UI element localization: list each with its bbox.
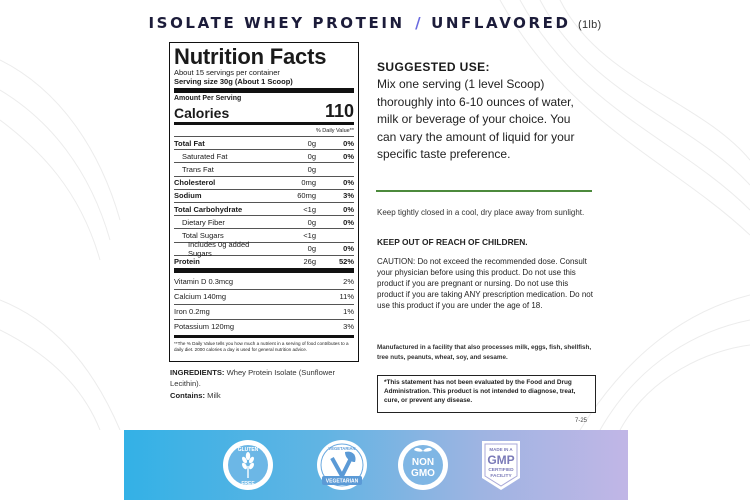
nutrition-facts-panel bbox=[169, 42, 359, 362]
nutrient-row bbox=[174, 162, 354, 175]
nutrient-name: Includes 0g added Sugars bbox=[188, 239, 250, 258]
serving-size: Serving size 30g (About 1 Scoop) bbox=[174, 77, 293, 86]
vitamin-dv: 11% bbox=[339, 292, 354, 302]
certification-badge-strip bbox=[124, 430, 628, 500]
allergen-statement bbox=[170, 391, 221, 400]
daily-value-header: % Daily Value** bbox=[315, 128, 354, 134]
nutrient-amount: 0mg bbox=[301, 178, 316, 188]
vitamin-name: Calcium 140mg bbox=[174, 292, 227, 302]
nutrient-dv: 0% bbox=[343, 178, 354, 188]
vitamin-name: Vitamin D 0.3mcg bbox=[174, 276, 234, 286]
ingredients-text: Whey Protein Isolate (Sunflower Lecithin). bbox=[170, 368, 336, 388]
contains-text: Milk bbox=[207, 391, 221, 400]
green-divider bbox=[376, 190, 592, 192]
nutrient-amount: 0g bbox=[307, 138, 316, 148]
nutrient-row bbox=[174, 149, 354, 162]
calories-value: 110 bbox=[324, 101, 354, 121]
non-gmo-badge bbox=[396, 438, 450, 492]
product-name: ISOLATE WHEY PROTEIN bbox=[148, 14, 405, 32]
vitamin-dv: 3% bbox=[343, 322, 354, 332]
fda-disclaimer-box: *This statement has not been evaluated by the Food and Drug Administration. This product is not intended to diagnose, treat, cure, or prevent any disease. bbox=[377, 375, 596, 413]
keep-out-warning: KEEP OUT OF REACH OF CHILDREN. bbox=[377, 237, 528, 247]
vitamin-row bbox=[174, 274, 354, 289]
storage-instructions: Keep tightly closed in a cool, dry place away from sunlight. bbox=[377, 208, 585, 217]
thick-divider bbox=[174, 268, 354, 273]
badge-non: NON bbox=[411, 457, 435, 468]
vegetarian-badge bbox=[315, 438, 369, 492]
nutrient-amount: 26g bbox=[303, 257, 316, 267]
servings-per-container: About 15 servings per container bbox=[174, 68, 280, 77]
vitamin-name: Potassium 120mg bbox=[174, 322, 235, 332]
nutrient-row bbox=[174, 255, 354, 268]
nutrient-amount: 0g bbox=[307, 244, 316, 254]
nutrient-dv: 0% bbox=[343, 217, 354, 227]
badge-vegetarian-label: VEGETARIAN bbox=[325, 478, 359, 485]
daily-value-footnote: **The % Daily Value tells you how much a nutrient in a serving of food contributes to a daily diet. 2000 calories a day is used for general nutrition advice. bbox=[174, 340, 349, 352]
vitamin-dv: 1% bbox=[343, 307, 354, 317]
badge-gmo: GMO bbox=[411, 468, 435, 479]
ingredients-statement bbox=[170, 367, 365, 389]
vitamin-row bbox=[174, 304, 354, 319]
nutrient-amount: 0g bbox=[307, 151, 316, 161]
contains-label: Contains: bbox=[170, 391, 206, 400]
nutrient-amount: <1g bbox=[303, 204, 316, 214]
nutrient-name: Protein bbox=[174, 257, 200, 267]
nutrient-name: Total Sugars bbox=[182, 230, 224, 240]
nutrient-amount: 60mg bbox=[297, 191, 316, 201]
nutrient-dv: 0% bbox=[343, 204, 354, 214]
thick-divider bbox=[174, 88, 354, 93]
suggested-use-title: SUGGESTED USE: bbox=[377, 60, 490, 74]
nutrient-name: Trans Fat bbox=[182, 164, 214, 174]
medium-divider bbox=[174, 122, 354, 125]
nutrient-amount: 0g bbox=[307, 217, 316, 227]
badge-gluten-top: GLUTEN bbox=[237, 447, 259, 453]
calories-row bbox=[174, 102, 354, 120]
nutrition-facts-title: Nutrition Facts bbox=[174, 44, 327, 69]
badge-gmp-made: MADE IN A bbox=[489, 447, 513, 452]
product-size: (1lb) bbox=[578, 19, 602, 31]
vitamin-name: Iron 0.2mg bbox=[174, 307, 210, 317]
nutrient-row bbox=[174, 215, 354, 228]
nutrient-name: Total Fat bbox=[174, 138, 205, 148]
caution-warning: CAUTION: Do not exceed the recommended dose. Consult your physician before using this product. Do not use this product if you are pregnant or nursing. Do not use this product if you are taking ANY prescription medication. Do not use this product if you are under the age of 18. bbox=[377, 257, 593, 310]
nutrient-dv: 0% bbox=[343, 138, 354, 148]
nutrient-name: Dietary Fiber bbox=[182, 217, 225, 227]
nutrient-name: Saturated Fat bbox=[182, 151, 228, 161]
vitamin-row bbox=[174, 289, 354, 304]
nutrient-dv: 3% bbox=[343, 191, 354, 201]
nutrient-dv: 52% bbox=[338, 257, 354, 267]
nutrient-amount: 0g bbox=[307, 164, 316, 174]
nutrient-row bbox=[174, 189, 354, 202]
nutrient-row bbox=[174, 136, 354, 149]
badge-vegetarian-top: VEGETARIAN bbox=[328, 446, 356, 451]
badge-gmp: GMP bbox=[487, 453, 515, 467]
title-separator: / bbox=[415, 14, 421, 32]
nutrient-name: Sodium bbox=[174, 191, 202, 201]
nutrient-row bbox=[174, 176, 354, 189]
calories-label: Calories bbox=[174, 105, 230, 121]
nutrient-name: Total Carbohydrate bbox=[174, 204, 243, 214]
vitamin-row bbox=[174, 319, 354, 334]
product-flavor: UNFLAVORED bbox=[431, 14, 571, 32]
lot-code: 7-25 bbox=[575, 418, 588, 424]
gluten-free-badge bbox=[221, 438, 275, 492]
badge-gluten-bottom: FREE bbox=[241, 481, 255, 487]
nutrient-row bbox=[174, 239, 354, 258]
suggested-use-body: Mix one serving (1 level Scoop) thoroughly into 6-10 ounces of water, milk or beverage of your choice. You can vary the amount of liquid for your specific taste preference. bbox=[377, 77, 575, 161]
nutrient-dv: 0% bbox=[343, 151, 354, 161]
allergen-facility-statement: Manufactured in a facility that also processes milk, eggs, fish, shellfish, tree nuts, peanuts, wheat, soy, and sesame. bbox=[377, 344, 592, 361]
vitamin-dv: 2% bbox=[343, 276, 354, 286]
nutrient-dv: 0% bbox=[343, 244, 354, 254]
badge-gmp-facility: FACILITY bbox=[490, 474, 512, 479]
nutrient-row bbox=[174, 202, 354, 215]
gmp-certified-badge bbox=[474, 438, 528, 492]
nutrient-amount: <1g bbox=[303, 230, 316, 240]
nutrient-name: Cholesterol bbox=[174, 178, 216, 188]
amount-per-serving: Amount Per Serving bbox=[174, 95, 242, 102]
product-title-bar bbox=[0, 14, 750, 33]
ingredients-label: INGREDIENTS: bbox=[170, 368, 225, 377]
badge-gmp-certified: CERTIFIED bbox=[488, 468, 514, 473]
